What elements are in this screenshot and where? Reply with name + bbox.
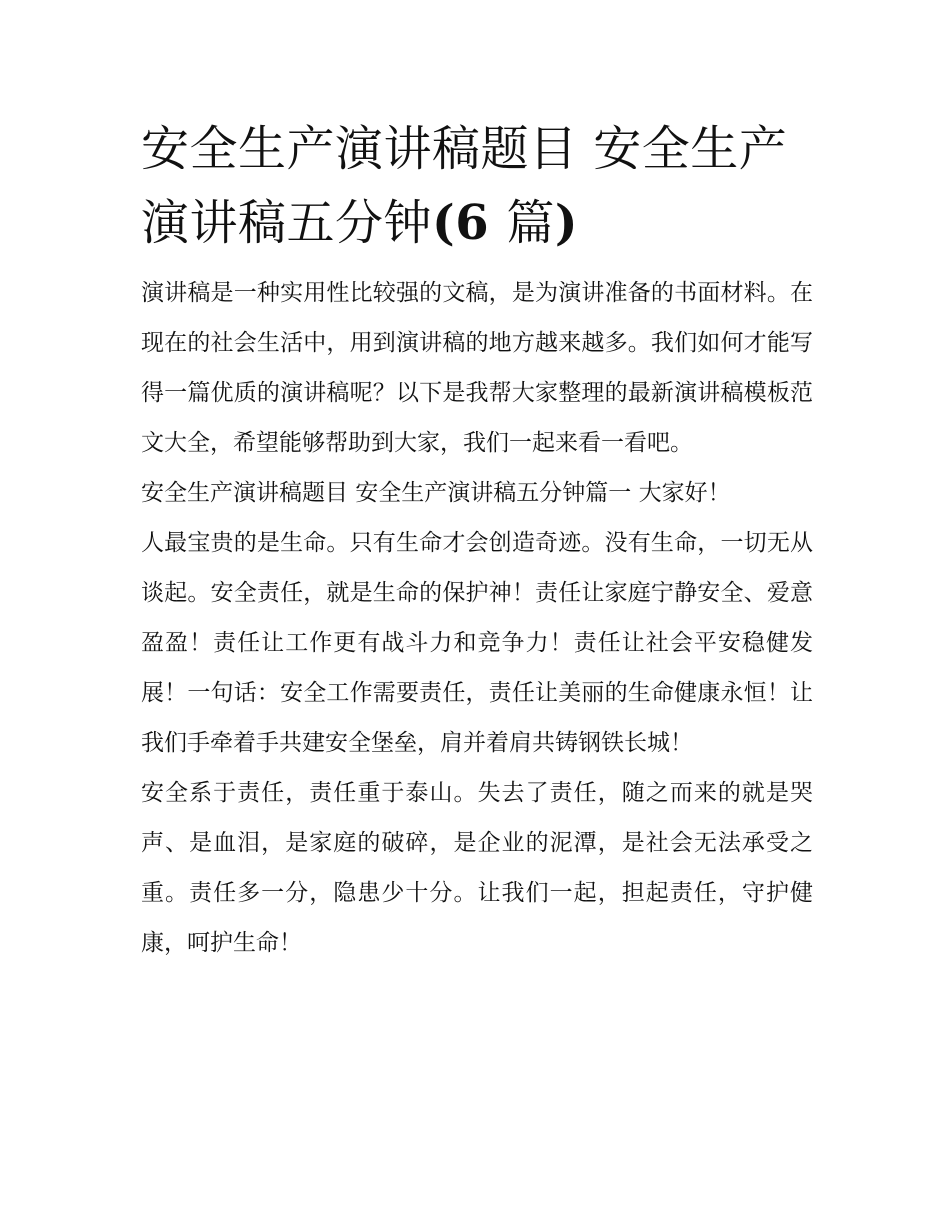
body-paragraph: 安全系于责任，责任重于泰山。失去了责任，随之而来的就是哭声、是血泪，是家庭的破碎，是企业的泥潭，是社会无法承受之重。责任多一分，隐患少十分。让我们一起，担起责任，守护健康，呵护生命！ — [141, 780, 813, 956]
intro-paragraph: 演讲稿是一种实用性比较强的文稿，是为演讲准备的书面材料。在现在的社会生活中，用到演讲稿的地方越来越多。我们如何才能写得一篇优质的演讲稿呢？以下是我帮大家整理的最新演讲稿模板范文大全，希望能够帮助到大家，我们一起来看一看吧。 — [141, 280, 813, 456]
section-heading-paragraph: 安全生产演讲稿题目 安全生产演讲稿五分钟篇一 大家好！ — [141, 480, 731, 506]
title-line-2-close: ) — [554, 195, 579, 251]
title-line-2-prefix: 演讲稿五分钟 — [141, 195, 433, 251]
document-title — [141, 112, 813, 260]
title-line-2-count: (6 — [432, 195, 507, 251]
body-paragraph: 人最宝贵的是生命。只有生命才会创造奇迹。没有生命，一切无从谈起。安全责任，就是生命的保护神！责任让家庭宁静安全、爱意盈盈！责任让工作更有战斗力和竞争力！责任让社会平安稳健发展！一句话：安全工作需要责任，责任让美丽的生命健康永恒！让我们手牵着手共建安全堡垒，肩并着肩共铸钢铁长城！ — [141, 530, 813, 756]
title-line-2-suffix: 篇 — [506, 195, 555, 251]
title-line-1: 安全生产演讲稿题目 安全生产 — [141, 121, 788, 177]
document-content — [141, 112, 813, 968]
